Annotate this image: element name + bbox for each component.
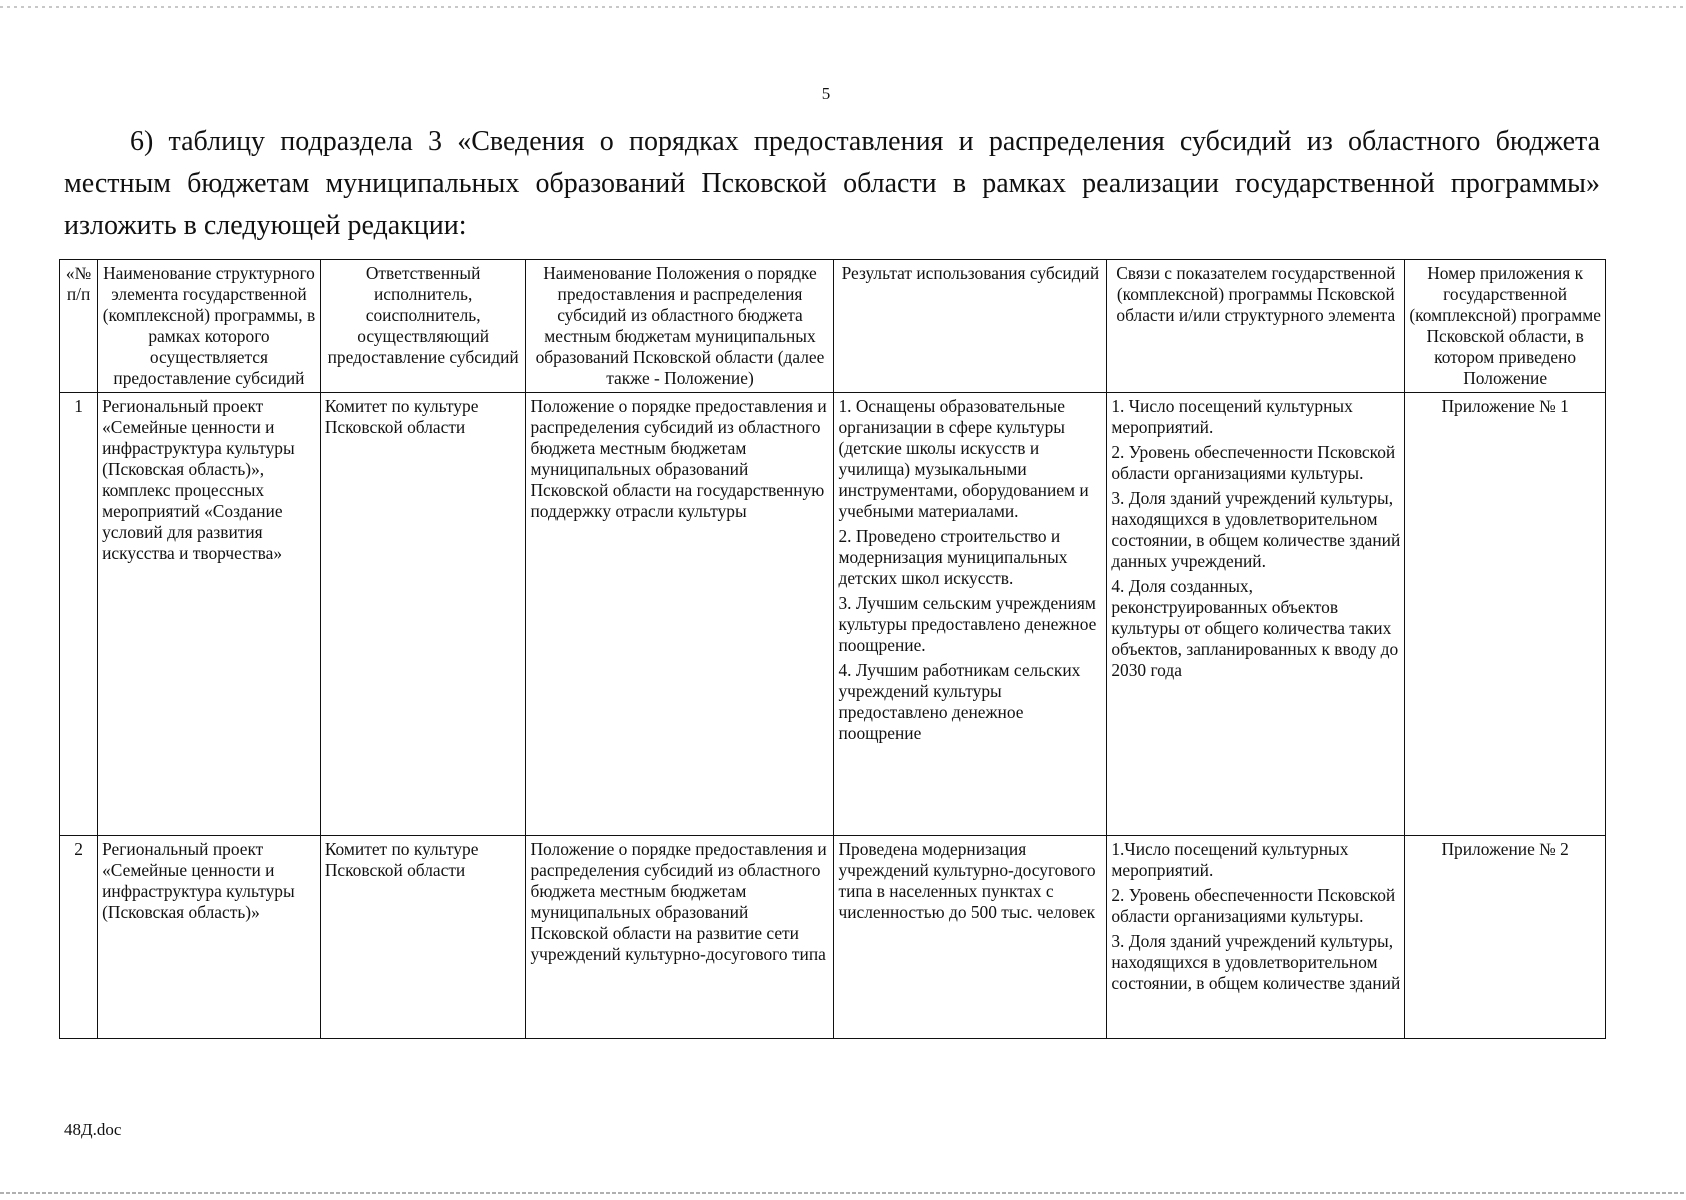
page-number: 5 — [821, 84, 831, 103]
footer-filename: 48Д.doc — [64, 1120, 122, 1139]
header-appendix: Номер приложения к государственной (комплексной) программе Псковской области, в котором приведено Положение — [1405, 260, 1606, 393]
appendix-number: Приложение № 1 — [1405, 393, 1606, 836]
result-item: 4. Лучшим работникам сельских учреждений культуры предоставлено денежное поощрение — [838, 660, 1081, 743]
structural-element: Региональный проект «Семейные ценности и инфраструктура культуры (Псковская область)», комплекс процессных мероприятий «Создание условий для развития искусства и творчества» — [98, 393, 321, 836]
result-item: 1. Оснащены образовательные организации в сфере культуры (детские школы искусств и училища) музыкальными инструментами, оборудованием и учебными материалами. — [838, 396, 1089, 521]
subsidy-results — [834, 393, 1107, 836]
table-row — [60, 836, 1606, 1039]
intro-paragraph: 6) таблицу подраздела 3 «Сведения о порядках предоставления и распределения субсидий из областного бюджета местным бюджетам муниципальных образований Псковской области в рамках реализации государственной программы» изложить в следующей редакции: — [64, 126, 1600, 241]
indicator-item: 2. Уровень обеспеченности Псковской области организациями культуры. — [1111, 885, 1396, 926]
scan-artifact-bottom — [0, 1192, 1686, 1194]
header-indicators: Связи с показателем государственной (комплексной) программы Псковской области и/или структурного элемента — [1107, 260, 1405, 393]
result-item: Проведена модернизация учреждений культурно-досугового типа в населенных пунктах с численностью до 500 тыс. человек — [838, 839, 1096, 922]
row-number: 2 — [60, 836, 98, 1039]
indicator-item: 1. Число посещений культурных мероприятий. — [1111, 396, 1353, 437]
header-result: Результат использования субсидий — [834, 260, 1107, 393]
responsible-executor: Комитет по культуре Псковской области — [320, 836, 526, 1039]
row-number: 1 — [60, 393, 98, 836]
indicator-links — [1107, 836, 1405, 1039]
subsidies-table — [59, 259, 1606, 1039]
indicator-item: 4. Доля созданных, реконструированных объектов культуры от общего количества таких объектов, запланированных к вводу до 2030 года — [1111, 576, 1399, 680]
result-item: 3. Лучшим сельским учреждениям культуры предоставлено денежное поощрение. — [838, 593, 1097, 655]
indicator-links — [1107, 393, 1405, 836]
header-number: «№ п/п — [60, 260, 98, 393]
structural-element: Региональный проект «Семейные ценности и инфраструктура культуры (Псковская область)» — [98, 836, 321, 1039]
header-element: Наименование структурного элемента государственной (комплексной) программы, в рамках которого осуществляется предоставление субсидий — [98, 260, 321, 393]
regulation-name: Положение о порядке предоставления и распределения субсидий из областного бюджета местным бюджетам муниципальных образований Псковской области на развитие сети учреждений культурно-досугового типа — [526, 836, 834, 1039]
appendix-number: Приложение № 2 — [1405, 836, 1606, 1039]
subsidy-results — [834, 836, 1107, 1039]
indicator-item: 2. Уровень обеспеченности Псковской области организациями культуры. — [1111, 442, 1396, 483]
indicator-item: 3. Доля зданий учреждений культуры, находящихся в удовлетворительном состоянии, в общем количестве зданий — [1111, 931, 1401, 993]
scan-artifact-top — [0, 6, 1686, 8]
header-executor: Ответственный исполнитель, соисполнитель, осуществляющий предоставление субсидий — [320, 260, 526, 393]
header-regulation: Наименование Положения о порядке предоставления и распределения субсидий из областного бюджета местным бюджетам муниципальных образований Псковской области (далее также - Положение) — [526, 260, 834, 393]
table-header-row — [60, 260, 1606, 393]
regulation-name: Положение о порядке предоставления и распределения субсидий из областного бюджета местным бюджетам муниципальных образований Псковской области на государственную поддержку отрасли культуры — [526, 393, 834, 836]
table-row — [60, 393, 1606, 836]
responsible-executor: Комитет по культуре Псковской области — [320, 393, 526, 836]
result-item: 2. Проведено строительство и модернизация муниципальных детских школ искусств. — [838, 526, 1068, 588]
indicator-item: 1.Число посещений культурных мероприятий. — [1111, 839, 1349, 880]
indicator-item: 3. Доля зданий учреждений культуры, находящихся в удовлетворительном состоянии, в общем количестве зданий данных учреждений. — [1111, 488, 1401, 571]
